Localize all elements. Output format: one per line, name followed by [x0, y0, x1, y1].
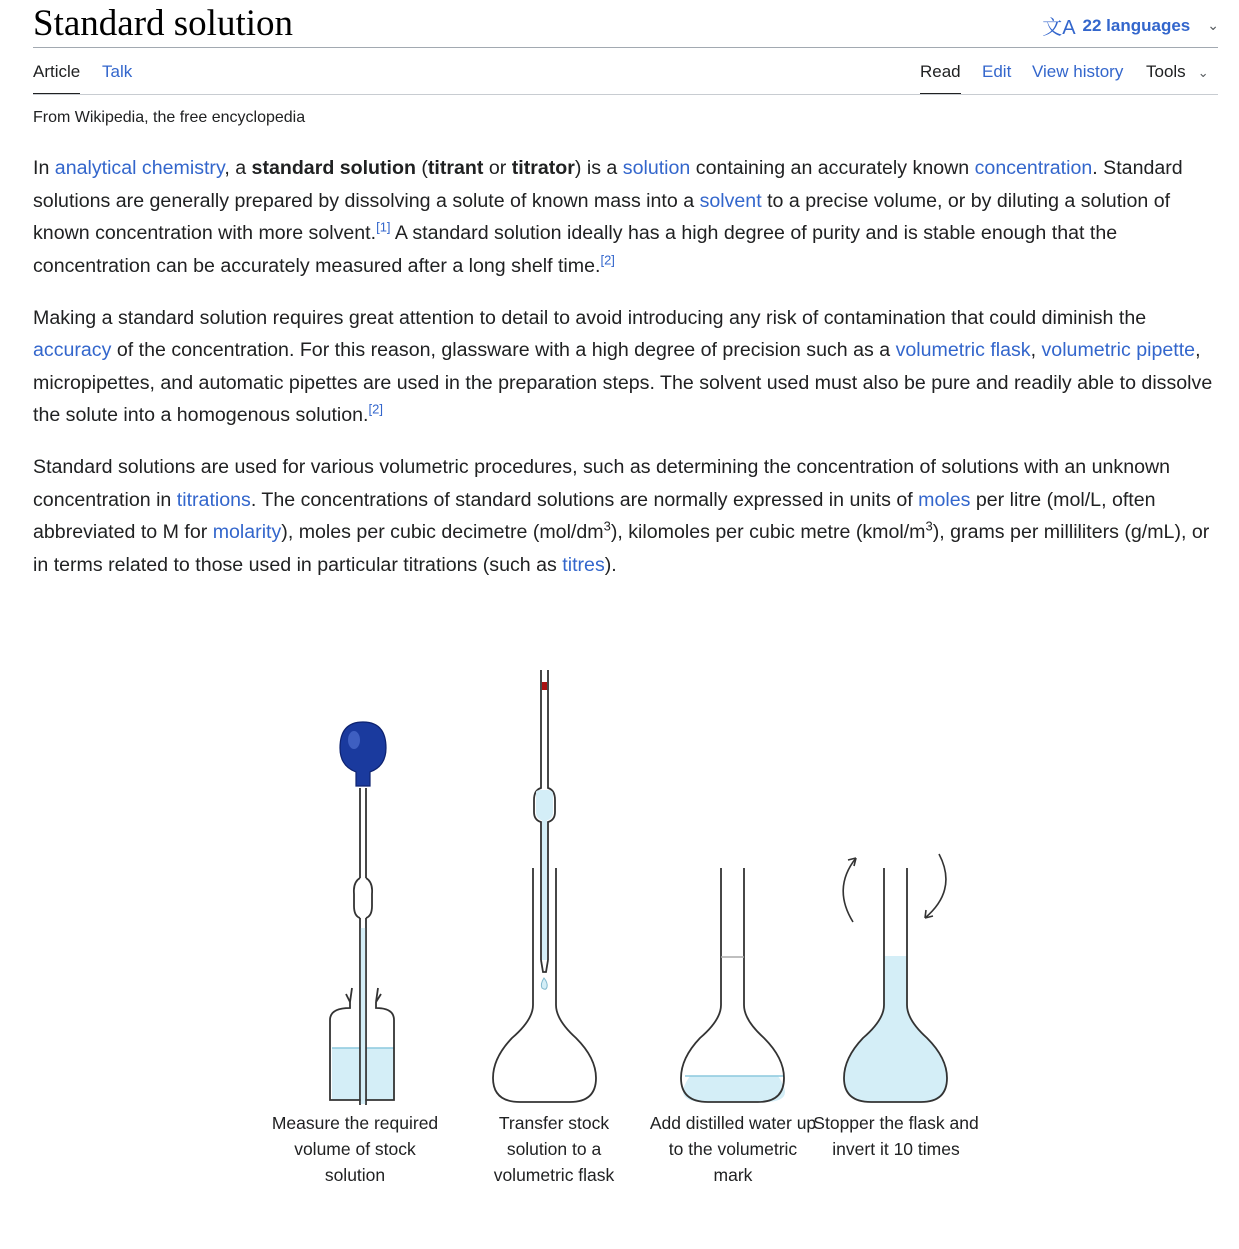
- tab-tools[interactable]: [1146, 62, 1209, 93]
- link-moles[interactable]: moles: [918, 488, 971, 511]
- article-body: [33, 152, 1218, 601]
- chevron-down-icon: ⌄: [1197, 65, 1209, 80]
- diagram-illustration: [280, 660, 980, 1110]
- link-concentration[interactable]: concentration: [974, 157, 1093, 179]
- volumetric-flask-with-pipette: [493, 670, 596, 1102]
- chevron-down-icon: ⌄: [1207, 17, 1219, 33]
- caption-step-2: Transfer stock solution to a volumetric flask: [493, 1113, 615, 1185]
- link-accuracy[interactable]: accuracy: [33, 339, 112, 361]
- paragraph-1: In analytical chemistry, a standard solution (titrant or titrator) is a solution containing an accurately known concentration. Standard solutions are generally prepared by dissolving a solute of known mass into a solvent to a precise volume, or by diluting a solution of known concentration with more solvent.[1] A standard solution ideally has a high degree of purity and is stable enough that the concentration can be accurately measured after a long shelf time.[2]: [33, 157, 1183, 277]
- language-selector[interactable]: [1042, 11, 1219, 40]
- link-solution[interactable]: solution: [622, 157, 691, 179]
- tab-article[interactable]: Article: [33, 62, 80, 95]
- link-solvent[interactable]: solvent: [699, 189, 762, 212]
- tools-label: Tools: [1146, 62, 1186, 81]
- link-volumetric-flask[interactable]: volumetric flask: [895, 339, 1031, 361]
- link-molarity[interactable]: molarity: [212, 521, 282, 543]
- link-titres[interactable]: titres: [562, 553, 605, 576]
- tabs-divider: [33, 94, 1218, 95]
- page-title: Standard solution: [33, 3, 294, 44]
- title-divider: [33, 47, 1218, 48]
- reference-2[interactable]: [2]: [600, 251, 615, 267]
- paragraph-2: Making a standard solution requires great attention to detail to avoid introducing any risk of contamination that could diminish the accuracy of the concentration. For this reason, glassware with a high degree of precision such as a volumetric flask, volumetric pipette, micropipettes, and automatic pipettes are used in the preparation steps. The solvent used must also be pure and readily able to dissolve the solute into a homogenous solution.[2]: [33, 306, 1213, 426]
- site-tagline: From Wikipedia, the free encyclopedia: [33, 109, 306, 126]
- standard-solution-diagram[interactable]: [271, 660, 980, 1230]
- volumetric-flask-partial: [681, 868, 785, 1102]
- tab-read[interactable]: Read: [920, 62, 961, 95]
- language-count: 22 languages: [1082, 15, 1191, 35]
- caption-step-3: Add distilled water up to the volumetric mark: [649, 1113, 817, 1185]
- volumetric-flask-full: [843, 854, 947, 1102]
- tab-talk[interactable]: Talk: [102, 62, 133, 81]
- reference-1[interactable]: [1]: [376, 219, 391, 235]
- caption-step-4: Stopper the flask and invert it 10 times: [813, 1113, 979, 1159]
- rotate-left-arrow-icon: [843, 858, 856, 922]
- tab-view-history[interactable]: View history: [1032, 62, 1124, 81]
- tab-edit[interactable]: Edit: [982, 62, 1012, 81]
- rotate-right-arrow-icon: [925, 854, 946, 918]
- reference-2[interactable]: [2]: [368, 401, 383, 417]
- beaker-with-pipette: [330, 722, 394, 1105]
- link-volumetric-pipette[interactable]: volumetric pipette: [1041, 339, 1196, 361]
- translate-icon: 文A: [1042, 17, 1076, 39]
- link-analytical-chemistry[interactable]: analytical chemistry: [54, 157, 225, 179]
- caption-step-1: Measure the required volume of stock solution: [271, 1113, 439, 1185]
- paragraph-3: Standard solutions are used for various volumetric procedures, such as determining the concentration of solutions with an unknown concentration in titrations. The concentrations of standard solutions are normally expressed in units of moles per litre (mol/L, often abbreviated to M for molarity), moles per cubic decimetre $(mol/dm^3)$, kilomoles per cubic metre $(kmol/m^3)$, grams per milliliters (g/mL), or in terms related to those used in particular titrations (such as titres).: [33, 456, 1210, 576]
- link-titrations[interactable]: titrations: [176, 488, 251, 511]
- page-tabs: [33, 62, 1218, 94]
